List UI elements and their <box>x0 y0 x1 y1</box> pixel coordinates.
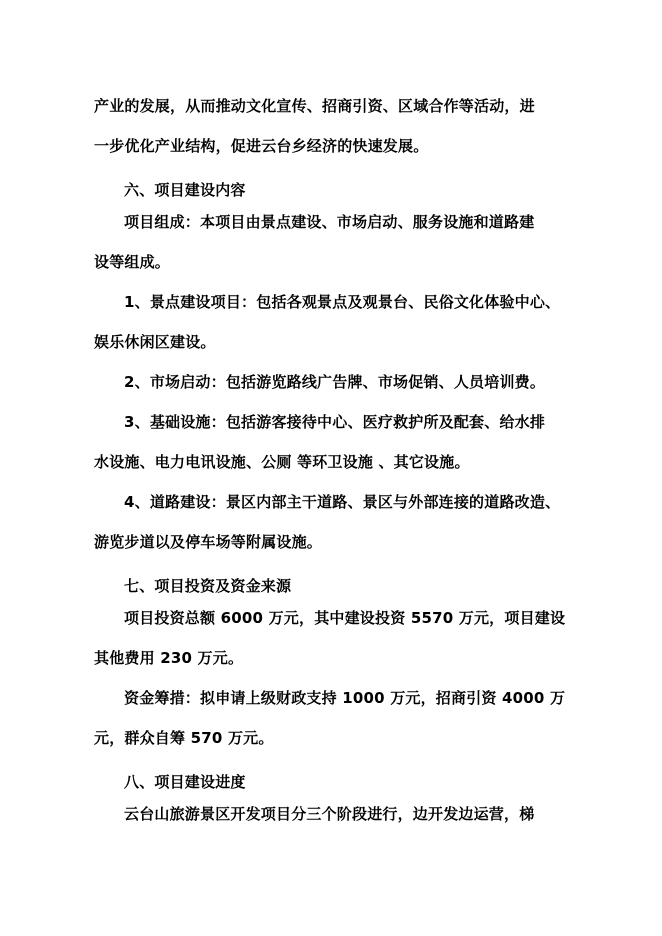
list-item-4-line-2: 游览步道以及停车场等附属设施。 <box>94 533 323 551</box>
section-heading-8: 八、项目建设进度 <box>124 773 246 791</box>
list-item-1-line-2: 娱乐休闲区建设。 <box>94 333 216 351</box>
funding-line-2: 元，群众自筹 570 万元。 <box>94 729 274 747</box>
section-heading-6: 六、项目建设内容 <box>124 181 246 199</box>
schedule-line-1: 云台山旅游景区开发项目分三个阶段进行，边开发边运营，梯 <box>124 805 535 823</box>
paragraph-line-4: 设等组成。 <box>94 253 171 271</box>
list-item-3-line-1: 3、基础设施：包括游客接待中心、医疗救护所及配套、给水排 <box>124 413 546 431</box>
list-item-2: 2、市场启动：包括游览路线广告牌、市场促销、人员培训费。 <box>124 373 546 391</box>
list-item-4-line-1: 4、道路建设：景区内部主干道路、景区与外部连接的道路改造、 <box>124 493 561 511</box>
paragraph-line-3: 项目组成：本项目由景点建设、市场启动、服务设施和道路建 <box>124 213 535 231</box>
paragraph-line-2: 一步优化产业结构，促进云台乡经济的快速发展。 <box>94 137 429 155</box>
investment-line-2: 其他费用 230 万元。 <box>94 649 244 667</box>
list-item-3-line-2: 水设施、电力电讯设施、公厕 等环卫设施 、其它设施。 <box>94 453 470 471</box>
investment-line-1: 项目投资总额 6000 万元，其中建设投资 5570 万元，项目建设 <box>124 609 566 627</box>
list-item-1-line-1: 1、景点建设项目：包括各观景点及观景台、民俗文化体验中心、 <box>124 293 561 311</box>
funding-line-1: 资金筹措：拟申请上级财政支持 1000 万元，招商引资 4000 万 <box>124 689 566 707</box>
section-heading-7: 七、项目投资及资金来源 <box>124 577 292 595</box>
paragraph-line-1: 产业的发展，从而推动文化宣传、招商引资、区域合作等活动，进 <box>94 97 535 115</box>
